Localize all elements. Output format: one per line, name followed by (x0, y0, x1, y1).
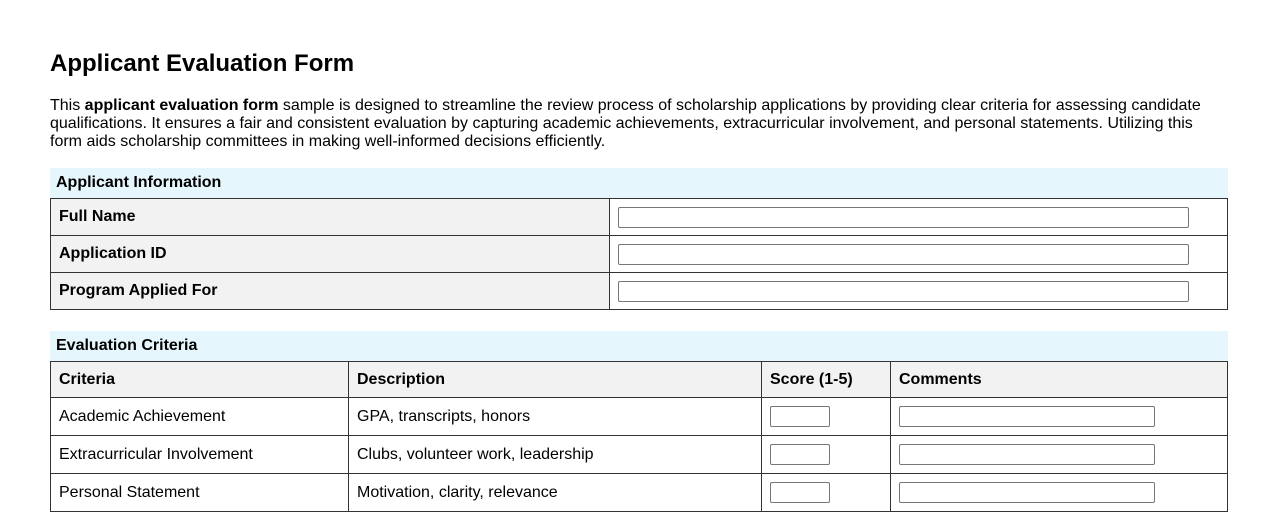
intro-prefix: This (50, 97, 85, 114)
full-name-input[interactable] (618, 207, 1189, 228)
table-row (51, 474, 1228, 512)
application-id-label: Application ID (51, 236, 610, 273)
score-input[interactable] (770, 406, 830, 427)
applicant-info-table (50, 198, 1228, 310)
full-name-cell (610, 199, 1228, 236)
criteria-cell: Personal Statement (51, 474, 349, 512)
table-row (51, 436, 1228, 474)
program-applied-input[interactable] (618, 281, 1189, 302)
application-id-input[interactable] (618, 244, 1189, 265)
comments-input[interactable] (899, 482, 1155, 503)
table-row (51, 199, 1228, 236)
criteria-cell: Academic Achievement (51, 398, 349, 436)
column-header-comments: Comments (891, 362, 1228, 398)
score-input[interactable] (770, 482, 830, 503)
intro-suffix: sample is designed to streamline the review process of scholarship applications by providing clear criteria for assessing candidate qualifications. It ensures a fair and consistent evaluation by capturing academic achievements, extracurricular involvement, and personal statements. Utilizing this form aids scholarship committees in making well-informed decisions efficiently. (50, 97, 1201, 150)
score-cell (762, 398, 891, 436)
table-row (51, 273, 1228, 310)
column-header-criteria: Criteria (51, 362, 349, 398)
score-input[interactable] (770, 444, 830, 465)
criteria-cell: Extracurricular Involvement (51, 436, 349, 474)
comments-cell (891, 474, 1228, 512)
description-cell: Motivation, clarity, relevance (349, 474, 762, 512)
program-applied-cell (610, 273, 1228, 310)
application-id-cell (610, 236, 1228, 273)
applicant-info-heading: Applicant Information (50, 168, 1228, 198)
full-name-label: Full Name (51, 199, 610, 236)
comments-cell (891, 398, 1228, 436)
evaluation-criteria-heading: Evaluation Criteria (50, 331, 1228, 361)
comments-cell (891, 436, 1228, 474)
score-cell (762, 474, 891, 512)
comments-input[interactable] (899, 444, 1155, 465)
page-title: Applicant Evaluation Form (50, 50, 355, 77)
description-cell: GPA, transcripts, honors (349, 398, 762, 436)
evaluation-criteria-table (50, 361, 1228, 512)
program-applied-label: Program Applied For (51, 273, 610, 310)
comments-input[interactable] (899, 406, 1155, 427)
table-header-row (51, 362, 1228, 398)
score-cell (762, 436, 891, 474)
intro-bold: applicant evaluation form (84, 97, 279, 114)
table-row (51, 398, 1228, 436)
description-cell: Clubs, volunteer work, leadership (349, 436, 762, 474)
intro-paragraph (50, 97, 1228, 151)
column-header-score: Score (1-5) (762, 362, 891, 398)
column-header-description: Description (349, 362, 762, 398)
table-row (51, 236, 1228, 273)
